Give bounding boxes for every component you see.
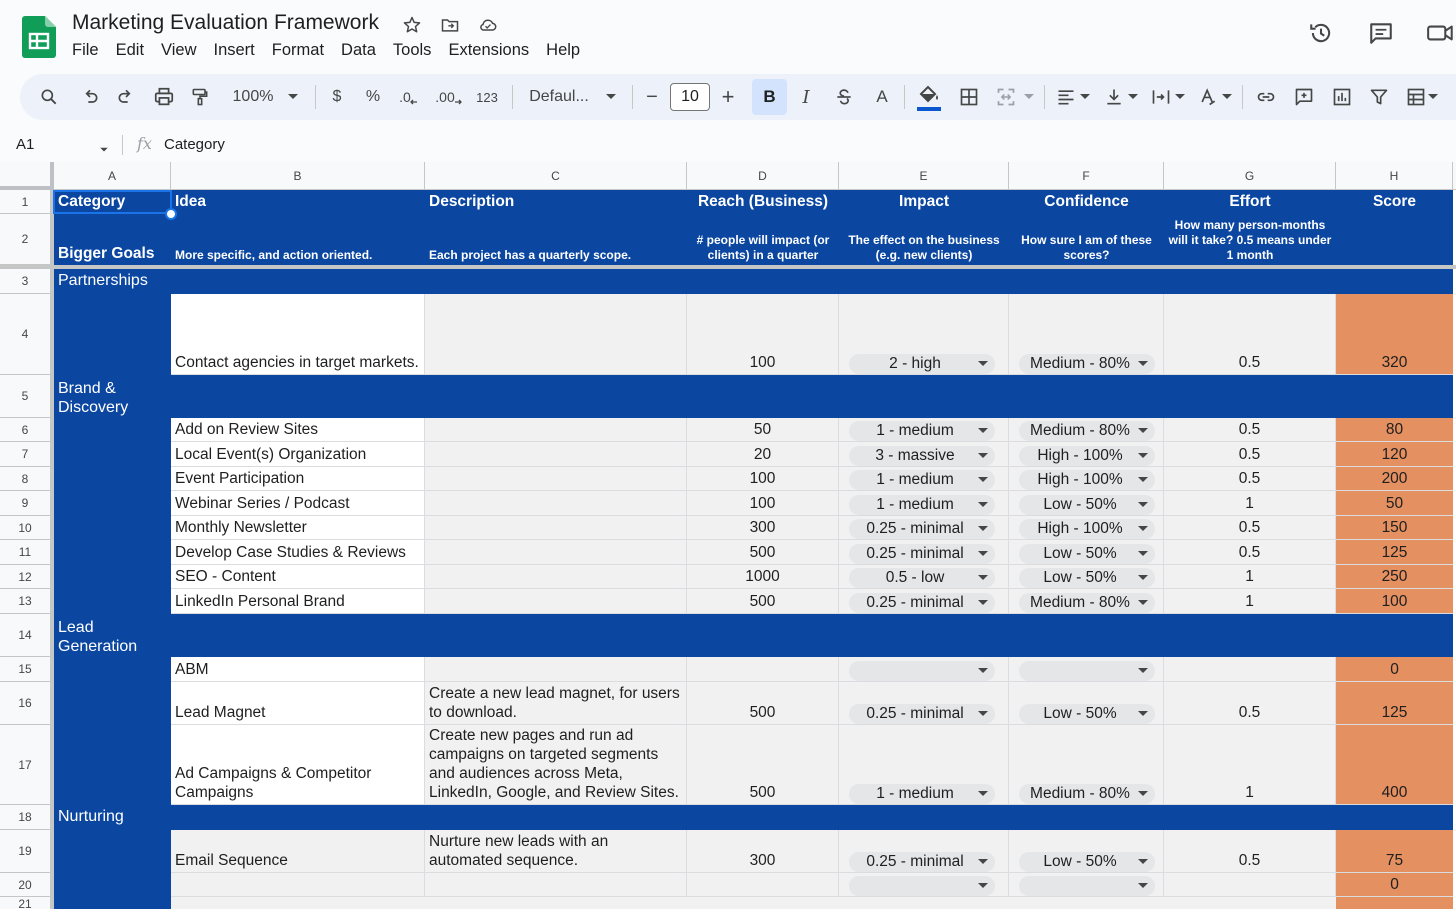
undo-icon[interactable] — [76, 74, 104, 120]
strikethrough-icon[interactable] — [830, 74, 858, 120]
score-r12[interactable]: 250 — [1336, 565, 1453, 589]
header-impact[interactable]: Impact — [839, 190, 1009, 214]
column-header-d[interactable]: D — [687, 162, 839, 190]
confidence-dropdown-r8[interactable] — [1019, 470, 1155, 490]
reach-r10[interactable]: 300 — [687, 516, 839, 540]
impact-dropdown-arrow-icon[interactable] — [978, 526, 988, 531]
row-header-9[interactable]: 9 — [0, 491, 51, 516]
header-sub-idea[interactable]: More specific, and action oriented. — [171, 214, 425, 265]
effort-r9[interactable]: 1 — [1164, 491, 1336, 516]
header-sub-description[interactable]: Each project has a quarterly scope. — [425, 214, 687, 265]
header-description[interactable]: Description — [425, 190, 687, 214]
row-header-4[interactable]: 4 — [0, 294, 51, 375]
more-formats-button[interactable]: 123 — [476, 89, 498, 105]
column-header-h[interactable]: H — [1336, 162, 1453, 190]
effort-r11[interactable]: 0.5 — [1164, 540, 1336, 565]
header-score[interactable]: Score — [1336, 190, 1453, 214]
row-header-1[interactable]: 1 — [0, 190, 51, 214]
row-header-6[interactable]: 6 — [0, 418, 51, 442]
idea-r11[interactable]: Develop Case Studies & Reviews — [171, 540, 425, 565]
horizontal-align-dropdown-icon[interactable] — [1078, 74, 1092, 120]
category-band-r5[interactable] — [54, 375, 1453, 418]
text-rotation-icon[interactable] — [1194, 74, 1222, 120]
impact-dropdown-arrow-icon[interactable] — [978, 477, 988, 482]
impact-dropdown-r12[interactable] — [849, 568, 995, 588]
description-r8[interactable] — [425, 467, 687, 491]
menu-extensions[interactable]: Extensions — [448, 41, 530, 59]
effort-r20[interactable] — [1164, 873, 1336, 897]
row-header-2[interactable]: 2 — [0, 214, 51, 265]
score-r8[interactable]: 200 — [1336, 467, 1453, 491]
confidence-dropdown-arrow-icon[interactable] — [1138, 551, 1148, 556]
impact-value-r11: 0.25 - minimal — [866, 545, 964, 562]
formula-input[interactable]: Category — [164, 136, 225, 153]
zoom-value[interactable]: 100% — [232, 88, 274, 105]
confidence-dropdown-arrow-icon[interactable] — [1138, 791, 1148, 796]
idea-r16[interactable]: Lead Magnet — [171, 682, 425, 725]
spreadsheet-grid — [0, 162, 1456, 909]
reach-r19[interactable]: 300 — [687, 830, 839, 873]
history-icon[interactable] — [1306, 18, 1336, 48]
header-sub-score[interactable] — [1336, 214, 1453, 265]
row-header-7[interactable]: 7 — [0, 442, 51, 467]
header-effort[interactable]: Effort — [1164, 190, 1336, 214]
effort-r8[interactable]: 0.5 — [1164, 467, 1336, 491]
reach-r4[interactable]: 100 — [687, 294, 839, 375]
header-sub-effort[interactable]: How many person-months will it take? 0.5 means under 1 month — [1164, 214, 1336, 265]
reach-r6[interactable]: 50 — [687, 418, 839, 442]
font-family-select[interactable]: Defaul... — [529, 88, 589, 105]
row-header-5[interactable]: 5 — [0, 375, 51, 418]
impact-dropdown-r11[interactable] — [849, 544, 995, 564]
row-header-18[interactable]: 18 — [0, 805, 51, 830]
decrease-decimal-button[interactable] — [395, 74, 423, 120]
idea-r4[interactable]: Contact agencies in target markets. — [171, 294, 425, 375]
meet-video-icon[interactable] — [1426, 18, 1456, 48]
confidence-dropdown-arrow-icon[interactable] — [1138, 600, 1148, 605]
confidence-dropdown-r16[interactable] — [1019, 704, 1155, 724]
insert-chart-icon[interactable] — [1328, 74, 1356, 120]
idea-r13[interactable]: LinkedIn Personal Brand — [171, 589, 425, 614]
toolbar — [20, 74, 1456, 120]
increase-decimal-label: .00 — [435, 89, 455, 105]
description-r11[interactable] — [425, 540, 687, 565]
menu-help[interactable]: Help — [546, 41, 581, 59]
reach-r15[interactable] — [687, 657, 839, 682]
description-r16[interactable]: Create a new lead magnet, for users to download. — [425, 682, 687, 725]
vertical-align-dropdown-icon[interactable] — [1126, 74, 1140, 120]
description-r12[interactable] — [425, 565, 687, 589]
idea-r12[interactable]: SEO - Content — [171, 565, 425, 589]
category-column-block-2[interactable] — [54, 418, 171, 614]
description-r13[interactable] — [425, 589, 687, 614]
confidence-dropdown-r20[interactable] — [1019, 876, 1155, 896]
effort-r17[interactable]: 1 — [1164, 725, 1336, 805]
horizontal-align-icon[interactable] — [1052, 74, 1080, 120]
idea-r20[interactable] — [171, 873, 425, 897]
menu-tools[interactable]: Tools — [392, 41, 432, 59]
font-dropdown-icon[interactable] — [602, 74, 620, 120]
confidence-dropdown-r13[interactable] — [1019, 593, 1155, 613]
header-sub-reach[interactable]: # people will impact (or clients) in a quarter — [687, 214, 839, 265]
impact-dropdown-arrow-icon[interactable] — [978, 883, 988, 888]
frozen-rows-divider[interactable] — [0, 265, 1456, 269]
menu-file[interactable]: File — [72, 41, 99, 59]
table-view-dropdown-icon[interactable] — [1426, 74, 1440, 120]
impact-dropdown-arrow-icon[interactable] — [978, 551, 988, 556]
name-box[interactable]: A1 — [16, 136, 35, 153]
score-r4[interactable]: 320 — [1336, 294, 1453, 375]
text-wrapping-icon[interactable] — [1147, 74, 1175, 120]
confidence-dropdown-r15[interactable] — [1019, 661, 1155, 681]
impact-value-r12: 0.5 - low — [885, 569, 945, 586]
idea-r19[interactable]: Email Sequence — [171, 830, 425, 873]
impact-value-r8: 1 - medium — [876, 471, 954, 488]
confidence-value-r8: High - 100% — [1037, 471, 1123, 488]
impact-dropdown-r9[interactable] — [849, 495, 995, 515]
idea-r10[interactable]: Monthly Newsletter — [171, 516, 425, 540]
move-folder-icon[interactable] — [438, 13, 462, 37]
row-header-20[interactable]: 20 — [0, 873, 51, 897]
text-wrapping-dropdown-icon[interactable] — [1173, 74, 1187, 120]
effort-r13[interactable]: 1 — [1164, 589, 1336, 614]
decrease-decimal-label: .0 — [399, 89, 411, 105]
impact-dropdown-arrow-icon[interactable] — [978, 600, 988, 605]
impact-dropdown-r16[interactable] — [849, 704, 995, 724]
confidence-dropdown-r10[interactable] — [1019, 519, 1155, 539]
idea-r7[interactable]: Local Event(s) Organization — [171, 442, 425, 467]
menu-edit[interactable]: Edit — [115, 41, 145, 59]
confidence-dropdown-arrow-icon[interactable] — [1138, 859, 1148, 864]
confidence-value-r4: Medium - 80% — [1030, 355, 1130, 372]
effort-r19[interactable]: 0.5 — [1164, 830, 1336, 873]
impact-value-r7: 3 - massive — [875, 447, 955, 464]
impact-dropdown-r10[interactable] — [849, 519, 995, 539]
merge-cells-icon[interactable] — [992, 74, 1020, 120]
confidence-value-r10: High - 100% — [1037, 520, 1123, 537]
confidence-value-r13: Medium - 80% — [1030, 594, 1130, 611]
impact-value-r4: 2 - high — [889, 355, 941, 372]
header-sub-confidence[interactable]: How sure I am of these scores? — [1009, 214, 1164, 265]
impact-dropdown-arrow-icon[interactable] — [978, 575, 988, 580]
comments-icon[interactable] — [1366, 18, 1396, 48]
confidence-value-r16: Low - 50% — [1043, 705, 1117, 722]
impact-value-r9: 1 - medium — [876, 496, 954, 513]
score-r17[interactable]: 400 — [1336, 725, 1453, 805]
confidence-value-r9: Low - 50% — [1043, 496, 1117, 513]
row-header-12[interactable]: 12 — [0, 565, 51, 589]
description-r20[interactable] — [425, 873, 687, 897]
score-r19[interactable]: 75 — [1336, 830, 1453, 873]
effort-r6[interactable]: 0.5 — [1164, 418, 1336, 442]
confidence-dropdown-r12[interactable] — [1019, 568, 1155, 588]
row-header-17[interactable]: 17 — [0, 725, 51, 805]
decrease-font-size-button[interactable]: − — [646, 85, 658, 108]
confidence-value-r6: Medium - 80% — [1030, 422, 1130, 439]
impact-dropdown-r20[interactable] — [849, 876, 995, 896]
confidence-dropdown-r6[interactable] — [1019, 421, 1155, 441]
insert-link-icon[interactable] — [1252, 74, 1280, 120]
header-category[interactable]: Category — [54, 190, 171, 214]
category-r18[interactable]: Nurturing — [54, 805, 414, 830]
bold-button[interactable]: B — [763, 87, 776, 106]
reach-r8[interactable]: 100 — [687, 467, 839, 491]
column-header-c[interactable]: C — [425, 162, 687, 190]
effort-r12[interactable]: 1 — [1164, 565, 1336, 589]
impact-value-r17: 1 - medium — [876, 785, 954, 802]
confidence-dropdown-arrow-icon[interactable] — [1138, 453, 1148, 458]
vertical-align-icon[interactable] — [1100, 74, 1128, 120]
text-rotation-dropdown-icon[interactable] — [1220, 74, 1234, 120]
confidence-dropdown-arrow-icon[interactable] — [1138, 883, 1148, 888]
header-sub-category[interactable]: Bigger Goals — [54, 214, 171, 265]
star-icon[interactable] — [400, 13, 424, 37]
score-r21-partial[interactable] — [1336, 897, 1453, 909]
score-r13[interactable]: 100 — [1336, 589, 1453, 614]
description-r15[interactable] — [425, 657, 687, 682]
menu-data[interactable]: Data — [341, 41, 376, 59]
row-header-15[interactable]: 15 — [0, 657, 51, 682]
confidence-dropdown-r19[interactable] — [1019, 852, 1155, 872]
zoom-dropdown-icon[interactable] — [284, 74, 302, 120]
confidence-dropdown-r17[interactable] — [1019, 784, 1155, 804]
description-r9[interactable] — [425, 491, 687, 516]
impact-value-r13: 0.25 - minimal — [866, 594, 964, 611]
confidence-dropdown-arrow-icon[interactable] — [1138, 477, 1148, 482]
reach-r7[interactable]: 20 — [687, 442, 839, 467]
score-r15[interactable]: 0 — [1336, 657, 1453, 682]
menu-view[interactable]: View — [161, 41, 197, 59]
menu-bar — [72, 41, 597, 60]
menu-insert[interactable]: Insert — [213, 41, 255, 59]
frozen-column-divider[interactable] — [51, 190, 54, 909]
confidence-value-r7: High - 100% — [1037, 447, 1123, 464]
borders-icon[interactable] — [955, 74, 983, 120]
impact-dropdown-arrow-icon[interactable] — [978, 859, 988, 864]
confidence-dropdown-arrow-icon[interactable] — [1138, 428, 1148, 433]
column-header-f[interactable]: F — [1009, 162, 1164, 190]
header-sub-impact[interactable]: The effect on the business (e.g. new clients) — [839, 214, 1009, 265]
impact-dropdown-arrow-icon[interactable] — [978, 668, 988, 673]
print-icon[interactable] — [150, 74, 178, 120]
description-r10[interactable] — [425, 516, 687, 540]
impact-dropdown-arrow-icon[interactable] — [978, 428, 988, 433]
confidence-dropdown-r7[interactable] — [1019, 446, 1155, 466]
row-header-14[interactable]: 14 — [0, 614, 51, 657]
impact-dropdown-r7[interactable] — [849, 446, 995, 466]
cloud-status-icon[interactable] — [476, 13, 500, 37]
impact-dropdown-r4[interactable] — [849, 354, 995, 374]
row-header-19[interactable]: 19 — [0, 830, 51, 873]
category-band-r14[interactable] — [54, 614, 1453, 657]
idea-r15[interactable]: ABM — [171, 657, 425, 682]
confidence-dropdown-r9[interactable] — [1019, 495, 1155, 515]
text-color-button[interactable]: A — [876, 87, 888, 106]
idea-r17[interactable]: Ad Campaigns & Competitor Campaigns — [171, 725, 425, 805]
row-header-11[interactable]: 11 — [0, 540, 51, 565]
increase-font-size-button[interactable]: + — [721, 84, 735, 109]
idea-r6[interactable]: Add on Review Sites — [171, 418, 425, 442]
confidence-dropdown-arrow-icon[interactable] — [1138, 361, 1148, 366]
score-r16[interactable]: 125 — [1336, 682, 1453, 725]
currency-format-button[interactable]: $ — [332, 88, 342, 105]
description-r6[interactable] — [425, 418, 687, 442]
description-r4[interactable] — [425, 294, 687, 375]
column-header-g[interactable]: G — [1164, 162, 1336, 190]
effort-r4[interactable]: 0.5 — [1164, 294, 1336, 375]
row21-partial[interactable] — [171, 897, 1336, 909]
column-header-e[interactable]: E — [839, 162, 1009, 190]
header-idea[interactable]: Idea — [171, 190, 425, 214]
score-r20[interactable]: 0 — [1336, 873, 1453, 897]
impact-value-r6: 1 - medium — [876, 422, 954, 439]
create-filter-icon[interactable] — [1365, 74, 1393, 120]
category-column-block-3[interactable] — [54, 657, 171, 805]
confidence-value-r11: Low - 50% — [1043, 545, 1117, 562]
percent-format-button[interactable]: % — [365, 88, 381, 105]
confidence-dropdown-arrow-icon[interactable] — [1138, 502, 1148, 507]
description-r17[interactable]: Create new pages and run ad campaigns on targeted segments and audiences across Meta, LinkedIn, Google, and Review Sites. — [425, 725, 687, 805]
impact-dropdown-r19[interactable] — [849, 852, 995, 872]
confidence-dropdown-arrow-icon[interactable] — [1138, 711, 1148, 716]
score-r11[interactable]: 125 — [1336, 540, 1453, 565]
impact-dropdown-r6[interactable] — [849, 421, 995, 441]
effort-r16[interactable]: 0.5 — [1164, 682, 1336, 725]
app-header — [0, 0, 1456, 70]
category-column-block-4[interactable] — [54, 830, 171, 909]
confidence-value-r17: Medium - 80% — [1030, 785, 1130, 802]
merge-dropdown-icon[interactable] — [1022, 74, 1036, 120]
paint-format-icon[interactable] — [186, 74, 214, 120]
confidence-dropdown-r4[interactable] — [1019, 354, 1155, 374]
impact-dropdown-r15[interactable] — [849, 661, 995, 681]
impact-value-r10: 0.25 - minimal — [866, 520, 964, 537]
fill-handle[interactable] — [165, 208, 177, 220]
impact-dropdown-r8[interactable] — [849, 470, 995, 490]
select-all-corner[interactable] — [0, 162, 54, 190]
redo-icon[interactable] — [112, 74, 140, 120]
document-title[interactable]: Marketing Evaluation Framework — [72, 11, 379, 34]
column-header-a[interactable]: A — [54, 162, 171, 190]
increase-decimal-button[interactable] — [432, 74, 466, 120]
reach-r12[interactable]: 1000 — [687, 565, 839, 589]
reach-r20[interactable] — [687, 873, 839, 897]
fx-icon: fx — [137, 134, 152, 153]
italic-button[interactable]: I — [802, 86, 810, 108]
row-header-21[interactable]: 21 — [0, 897, 51, 909]
reach-r11[interactable]: 500 — [687, 540, 839, 565]
effort-r7[interactable]: 0.5 — [1164, 442, 1336, 467]
reach-r13[interactable]: 500 — [687, 589, 839, 614]
impact-value-r19: 0.25 - minimal — [866, 853, 964, 870]
column-header-b[interactable]: B — [171, 162, 425, 190]
impact-dropdown-arrow-icon[interactable] — [978, 361, 988, 366]
impact-value-r16: 0.25 - minimal — [866, 705, 964, 722]
confidence-dropdown-arrow-icon[interactable] — [1138, 668, 1148, 673]
category-column-block-1[interactable] — [54, 294, 171, 375]
idea-r8[interactable]: Event Participation — [171, 467, 425, 491]
insert-comment-icon[interactable] — [1290, 74, 1318, 120]
category-r5[interactable]: Brand & Discovery — [54, 375, 171, 418]
search-menus-icon[interactable] — [34, 74, 64, 120]
score-r7[interactable]: 120 — [1336, 442, 1453, 467]
effort-r15[interactable] — [1164, 657, 1336, 682]
header-reach[interactable]: Reach (Business) — [687, 190, 839, 214]
font-size-input[interactable]: 10 — [670, 83, 710, 111]
description-r7[interactable] — [425, 442, 687, 467]
fill-color-icon[interactable] — [913, 74, 945, 120]
category-r3[interactable]: Partnerships — [54, 269, 414, 294]
confidence-value-r12: Low - 50% — [1043, 569, 1117, 586]
confidence-dropdown-arrow-icon[interactable] — [1138, 526, 1148, 531]
row-header-10[interactable]: 10 — [0, 516, 51, 540]
row-header-3[interactable]: 3 — [0, 269, 51, 294]
score-r10[interactable]: 150 — [1336, 516, 1453, 540]
name-box-dropdown-icon[interactable] — [99, 140, 109, 158]
impact-dropdown-arrow-icon[interactable] — [978, 502, 988, 507]
impact-dropdown-arrow-icon[interactable] — [978, 453, 988, 458]
score-r6[interactable]: 80 — [1336, 418, 1453, 442]
effort-r10[interactable]: 0.5 — [1164, 516, 1336, 540]
row-header-8[interactable]: 8 — [0, 467, 51, 491]
formula-bar — [0, 128, 1456, 162]
impact-dropdown-arrow-icon[interactable] — [978, 711, 988, 716]
category-r14[interactable]: Lead Generation — [54, 614, 171, 657]
row-header-13[interactable]: 13 — [0, 589, 51, 614]
impact-dropdown-r17[interactable] — [849, 784, 995, 804]
reach-r9[interactable]: 100 — [687, 491, 839, 516]
confidence-dropdown-r11[interactable] — [1019, 544, 1155, 564]
description-r19[interactable]: Nurture new leads with an automated sequence. — [425, 830, 687, 873]
reach-r16[interactable]: 500 — [687, 682, 839, 725]
confidence-value-r19: Low - 50% — [1043, 853, 1117, 870]
menu-format[interactable]: Format — [271, 41, 325, 59]
row-header-16[interactable]: 16 — [0, 682, 51, 725]
impact-dropdown-r13[interactable] — [849, 593, 995, 613]
score-r9[interactable]: 50 — [1336, 491, 1453, 516]
sheets-logo-icon[interactable] — [22, 16, 56, 58]
reach-r17[interactable]: 500 — [687, 725, 839, 805]
confidence-dropdown-arrow-icon[interactable] — [1138, 575, 1148, 580]
impact-dropdown-arrow-icon[interactable] — [978, 791, 988, 796]
header-confidence[interactable]: Confidence — [1009, 190, 1164, 214]
idea-r9[interactable]: Webinar Series / Podcast — [171, 491, 425, 516]
